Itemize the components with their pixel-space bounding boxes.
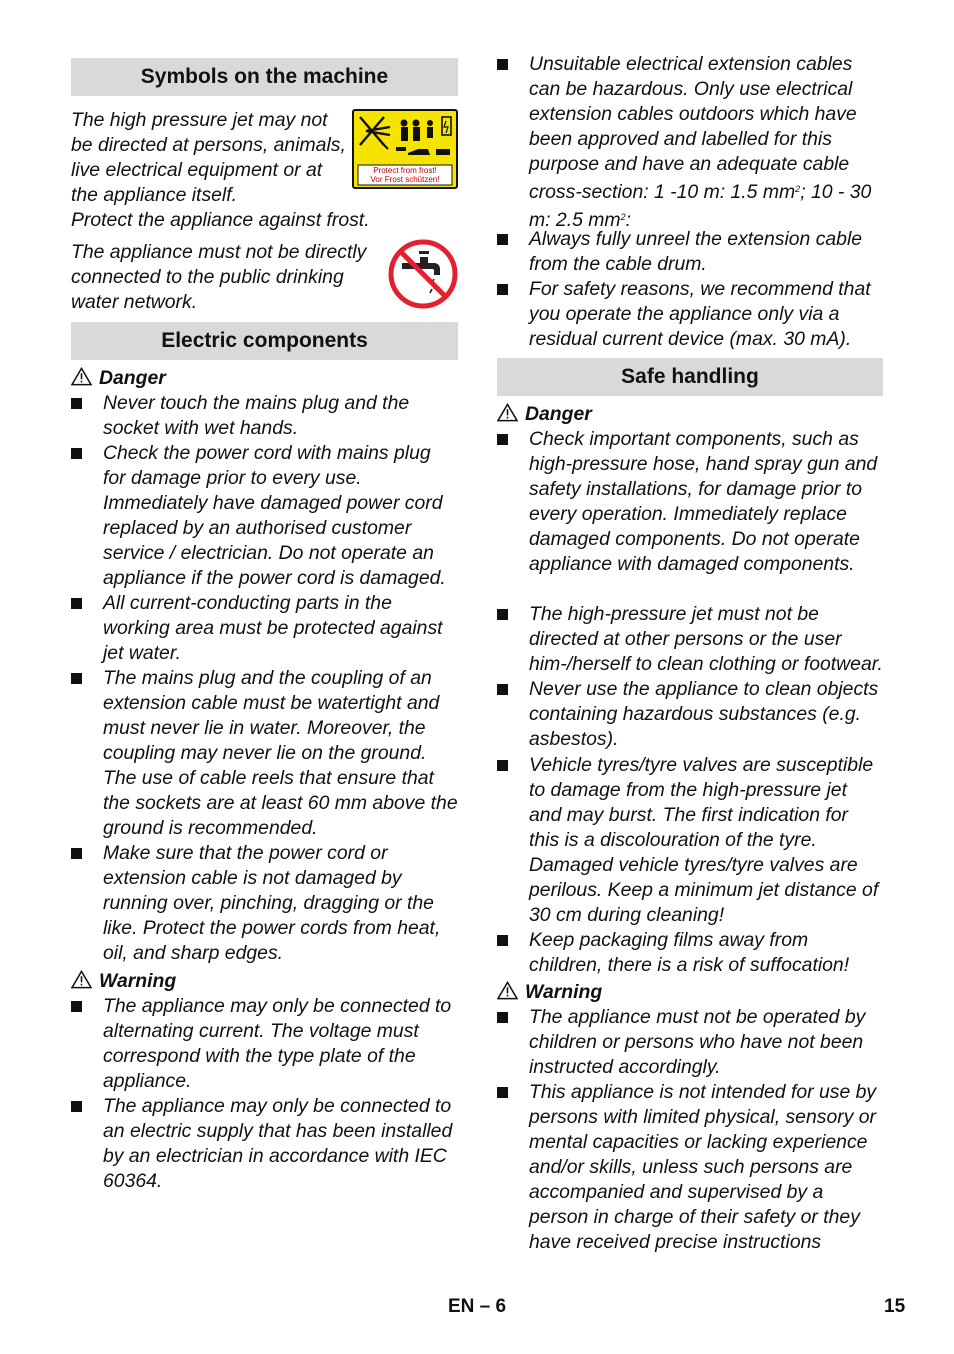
list-item: [71, 841, 458, 966]
bullet-square-icon: [71, 398, 82, 409]
bullet-square-icon: [497, 609, 508, 620]
bullet-square-icon: [497, 434, 508, 445]
bullet-square-icon: [497, 1087, 508, 1098]
list-item-text: The appliance may only be connected to an electric supply that has been installed by an electrician in accordance with IEC 60364.: [103, 1095, 453, 1192]
list-item-text: Never use the appliance to clean objects containing hazardous substances (e.g. asbestos).: [529, 678, 879, 750]
list-item: [71, 666, 458, 841]
safe-warning-text: Warning: [525, 981, 603, 1003]
list-item-text: All current-conducting parts in the working area must be protected against jet water.: [103, 592, 443, 664]
list-item: [497, 227, 883, 277]
list-item-text: Make sure that the power cord or extension cable is not damaged by running over, pinching, dragging or the like. Protect the power cords from heat, oil, and sharp edges.: [103, 842, 441, 964]
list-item: [497, 753, 883, 928]
list-item-text: Unsuitable electrical extension cables can be hazardous. Only use electrical extension cables outdoors which have been approved and labelled for this purpose and have an adequate cable cross-section: 1 -10 m: 1.5 $mm^2$; 10 - 30 m: 2.5 $mm^2$:: [529, 53, 872, 231]
safe-warning-label: [497, 980, 602, 1005]
symbol-label-de: Vor Frost schützen!: [370, 175, 440, 184]
list-item-text: Keep packaging films away from children, there is a risk of suffocation!: [529, 929, 850, 976]
page-number: 15: [884, 1296, 906, 1317]
bullet-square-icon: [497, 1012, 508, 1023]
list-item: [71, 391, 458, 441]
list-item-text: Check the power cord with mains plug for damage prior to every use. Immediately have damaged power cord replaced by an authorised customer service / electrician. Do not operate an appliance if the power cord is damaged.: [103, 442, 446, 589]
symbols-frost-text: Protect the appliance against frost.: [71, 209, 370, 231]
bullet-square-icon: [71, 598, 82, 609]
no-drinking-water-connection-symbol: [388, 239, 458, 309]
bullet-square-icon: [497, 234, 508, 245]
warning-triangle-icon: [71, 970, 92, 989]
electric-heading: Electric components: [71, 322, 458, 360]
list-item: [71, 994, 458, 1094]
list-item: [71, 441, 458, 591]
bullet-square-icon: [497, 59, 508, 70]
footer-section-label: EN – 6: [448, 1296, 507, 1317]
bullet-square-icon: [497, 284, 508, 295]
electric-danger-label: [71, 366, 166, 391]
bullet-square-icon: [71, 1001, 82, 1012]
bullet-square-icon: [71, 448, 82, 459]
list-item-text: Always fully unreel the extension cable from the cable drum.: [529, 228, 863, 275]
list-item: [497, 602, 883, 677]
list-item-text: This appliance is not intended for use by persons with limited physical, sensory or mental capacities or lacking experience and/or skills, unless such persons are accompanied and supervised by a person in charge of their safety or they have received precise instructions: [529, 1081, 877, 1253]
bullet-square-icon: [71, 673, 82, 684]
list-item-text: Check important components, such as high-pressure hose, hand spray gun and safety installations, for damage prior to every operation. Immediately replace damaged components. Do not operate appliance with damaged components.: [529, 428, 878, 575]
list-item: [497, 277, 883, 352]
symbols-heading: Symbols on the machine: [71, 58, 458, 96]
symbols-water-text: The appliance must not be directly connected to the public drinking water network.: [71, 241, 367, 313]
list-item: [497, 928, 883, 978]
electric-warning-label: [71, 969, 176, 994]
list-item: [497, 52, 883, 233]
symbols-jet-text: The high pressure jet may not be directed at persons, animals, live electrical equipment or at the appliance itself.: [71, 109, 346, 206]
list-item: [497, 1005, 883, 1080]
symbol-label-en: Protect from frost!: [373, 166, 437, 175]
list-item-text: For safety reasons, we recommend that you operate the appliance only via a residual current device (max. 30 mA).: [529, 278, 871, 350]
warning-triangle-icon: [497, 403, 518, 422]
warning-triangle-icon: [71, 367, 92, 386]
list-item: [497, 677, 883, 752]
protect-from-frost-symbol: [352, 109, 458, 189]
bullet-square-icon: [71, 848, 82, 859]
safe-danger-label: [497, 402, 592, 427]
bullet-square-icon: [497, 684, 508, 695]
list-item: [71, 1094, 458, 1194]
list-item-text: The appliance may only be connected to alternating current. The voltage must correspond with the type plate of the appliance.: [103, 995, 452, 1092]
list-item-text: The mains plug and the coupling of an extension cable must be watertight and must never lie in water. Moreover, the coupling may never lie on the ground. The use of cable reels that ensure that the sockets are at least 60 mm above the ground is recommended.: [103, 667, 458, 839]
bullet-square-icon: [71, 1101, 82, 1112]
list-item-text: The high-pressure jet must not be directed at other persons or the user him-/herself to clean clothing or footwear.: [529, 603, 883, 675]
list-item-text: The appliance must not be operated by children or persons who have not been instructed accordingly.: [529, 1006, 866, 1078]
list-item: [497, 427, 883, 577]
list-item-text: Vehicle tyres/tyre valves are susceptible to damage from the high-pressure jet and may burst. The first indication for this is a discolouration of the tyre. Damaged vehicle tyres/tyre valves are perilous. Keep a minimum jet distance of 30 cm during cleaning!: [529, 754, 879, 926]
safe-handling-heading: Safe handling: [497, 358, 883, 396]
warning-triangle-icon: [497, 981, 518, 1000]
safe-danger-text: Danger: [525, 403, 592, 425]
list-item: [71, 591, 458, 666]
list-item: [497, 1080, 883, 1255]
bullet-square-icon: [497, 760, 508, 771]
bullet-square-icon: [497, 935, 508, 946]
electric-danger-text: Danger: [99, 367, 166, 389]
list-item-text: Never touch the mains plug and the socket with wet hands.: [103, 392, 410, 439]
electric-warning-text: Warning: [99, 970, 177, 992]
